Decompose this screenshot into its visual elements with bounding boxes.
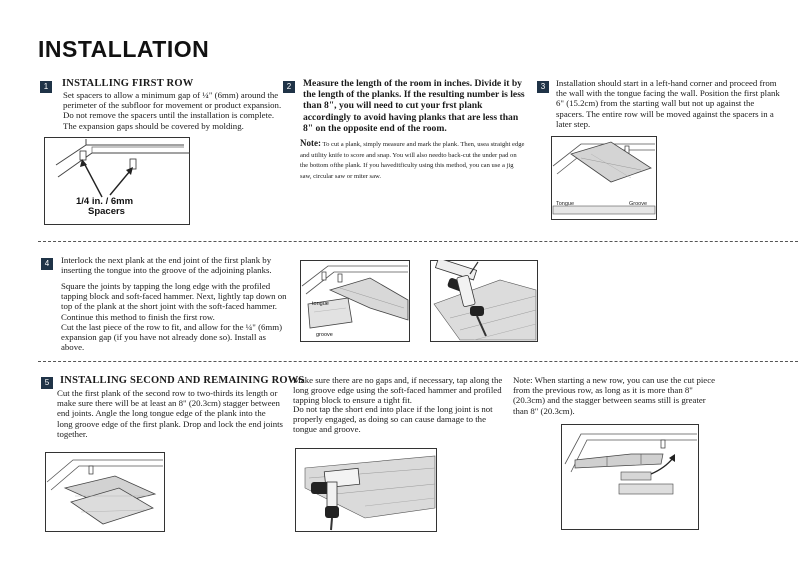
tongue-label: Tongue	[556, 201, 575, 207]
step-5-badge: 5	[41, 377, 53, 389]
step-5-body: Cut the first plank of the second row to two-thirds its length or make sure there will be at least an 8" (20.3cm) stagger between end joints. Angle the long tongue edge of the plank into the long groove edge of the first plank. Drop and lock the end joints together.	[57, 388, 283, 439]
step-1-heading: INSTALLING FIRST ROW	[62, 78, 194, 89]
groove-label: Groove	[629, 201, 648, 207]
step-2-body: Measure the length of the room in inches. Divide it by the length of the planks. If the resulting number is less than 8", you will need to cut your frst plank accordingly to avoid having planks that are less than 8" on the opposite end of the room.	[303, 78, 525, 134]
step-4-para-2: Square the joints by tapping the long edge with the profiled tapping block and soft-faced hammer. Next, lightly tap down on top of the plank at the short joint with the soft-faced hammer. Continue this method to finish the first row.	[61, 281, 287, 322]
step-5-right-note: Note: When starting a new row, you can use the cut piece from the previous row, as long as it is more than 8" (20.3cm) and the stagger between seams still is greater than 8" (20.3cm).	[513, 375, 716, 416]
step-5-heading: INSTALLING SECOND AND REMAINING ROWS	[60, 375, 305, 386]
step-1-badge: 1	[40, 81, 52, 93]
step-2-note	[300, 138, 526, 182]
step-5-figure-right	[561, 424, 699, 530]
step-1-body: Set spacers to allow a minimum gap of ¼" (6mm) around the perimeter of the subfloor for movement or product expansion. Do not remove the spacers until the installation is complete. The expansion gaps should be covered by molding.	[63, 90, 282, 131]
step-3-figure	[551, 136, 657, 220]
fig-tongue-label: tongue	[312, 301, 329, 307]
step-5-figure-left	[45, 452, 165, 532]
step-5-mid-para-1: Make sure there are no gaps and, if necessary, tap along the long groove edge using the soft-faced hammer and profiled tapping block to ensure a tight fit.	[293, 375, 503, 406]
note-label: Note:	[300, 138, 321, 148]
step-4-figure-hammer	[430, 260, 538, 342]
step-1-figure	[44, 137, 190, 225]
section-divider	[38, 361, 798, 362]
page-title: INSTALLATION	[38, 36, 210, 62]
fig-groove-label: groove	[316, 332, 333, 338]
spacers-label: Spacers	[88, 206, 125, 217]
spacer-size-label: 1/4 in. / 6mm	[76, 196, 134, 207]
section-divider	[38, 241, 798, 242]
step-4-figure-tongue-groove	[300, 260, 410, 342]
step-4-badge: 4	[41, 258, 53, 270]
step-3-body: Installation should start in a left-hand corner and proceed from the wall with the tongue facing the wall. Position the first plank 6" (15.2cm) from the starting wall but not up against the spacers. The entire row will be moved against the spacers in a later step.	[556, 78, 780, 129]
step-5-figure-hammer	[295, 448, 437, 532]
step-5-mid-para-2: Do not tap the short end into place if the long joint is not properly engaged, as doing so can cause damage to the tongue and groove.	[293, 404, 493, 435]
step-2-badge: 2	[283, 81, 295, 93]
step-3-badge: 3	[537, 81, 549, 93]
note-text: To cut a plank, simply measure and mark the plank. Then, usea straight edge and utility knife to score and snap. You will also needto back-cut the under pad on the bottom ofthe plank. If you haveditficulty using this method, you can use a jig saw, circular saw or miter saw.	[300, 141, 525, 180]
step-4-para-3: Cut the last piece of the row to fit, and allow for the ¼" (6mm) expansion gap (if you have not already done so). Install as above.	[61, 322, 283, 353]
step-4-para-1: Interlock the next plank at the end joint of the first plank by inserting the tongue into the groove of the adjoining planks.	[61, 255, 272, 276]
